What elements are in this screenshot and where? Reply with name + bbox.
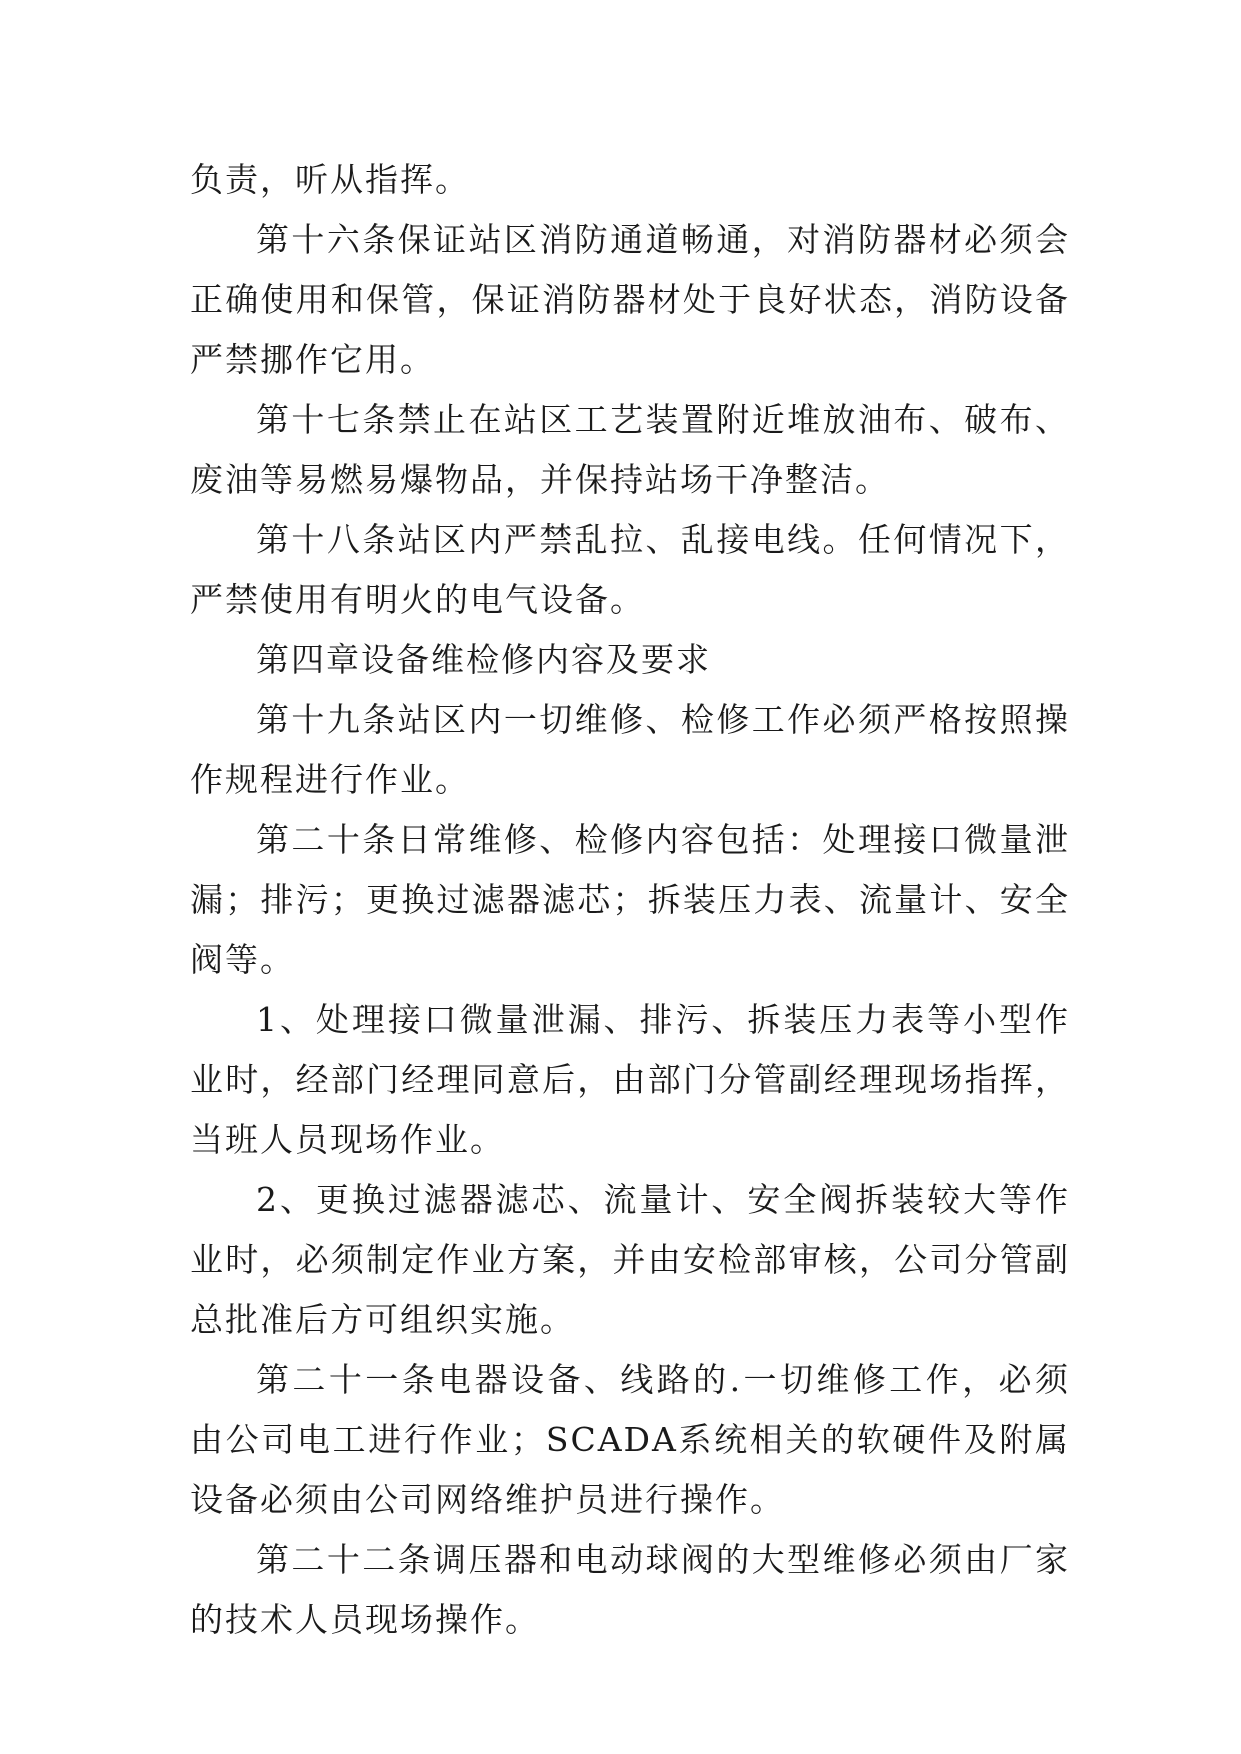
paragraph-continuation: 负责，听从指挥。 (190, 160, 470, 199)
paragraph-item-1: 1、处理接口微量泄漏、排污、拆装压力表等小型作业时，经部门经理同意后，由部门分管副经理现场指挥，当班人员现场作业。 (190, 1000, 1070, 1159)
paragraph-item-2: 2、更换过滤器滤芯、流量计、安全阀拆装较大等作业时，必须制定作业方案，并由安检部审核，公司分管副总批准后方可组织实施。 (190, 1180, 1070, 1339)
paragraph-article-16: 第十六条保证站区消防通道畅通，对消防器材必须会正确使用和保管，保证消防器材处于良好状态，消防设备严禁挪作它用。 (190, 220, 1070, 379)
paragraph-article-20: 第二十条日常维修、检修内容包括：处理接口微量泄漏；排污；更换过滤器滤芯；拆装压力表、流量计、安全阀等。 (190, 820, 1070, 979)
paragraph-article-19: 第十九条站区内一切维修、检修工作必须严格按照操作规程进行作业。 (190, 700, 1070, 799)
paragraph-article-22: 第二十二条调压器和电动球阀的大型维修必须由厂家的技术人员现场操作。 (190, 1540, 1070, 1639)
chapter-heading: 第四章设备维检修内容及要求 (256, 640, 711, 679)
document-body (190, 150, 1070, 1650)
paragraph-article-21: 第二十一条电器设备、线路的.一切维修工作，必须由公司电工进行作业；SCADA系统相关的软硬件及附属设备必须由公司网络维护员进行操作。 (190, 1360, 1070, 1519)
paragraph-article-18: 第十八条站区内严禁乱拉、乱接电线。任何情况下，严禁使用有明火的电气设备。 (190, 520, 1070, 619)
paragraph-article-17: 第十七条禁止在站区工艺装置附近堆放油布、破布、废油等易燃易爆物品，并保持站场干净整洁。 (190, 400, 1070, 499)
